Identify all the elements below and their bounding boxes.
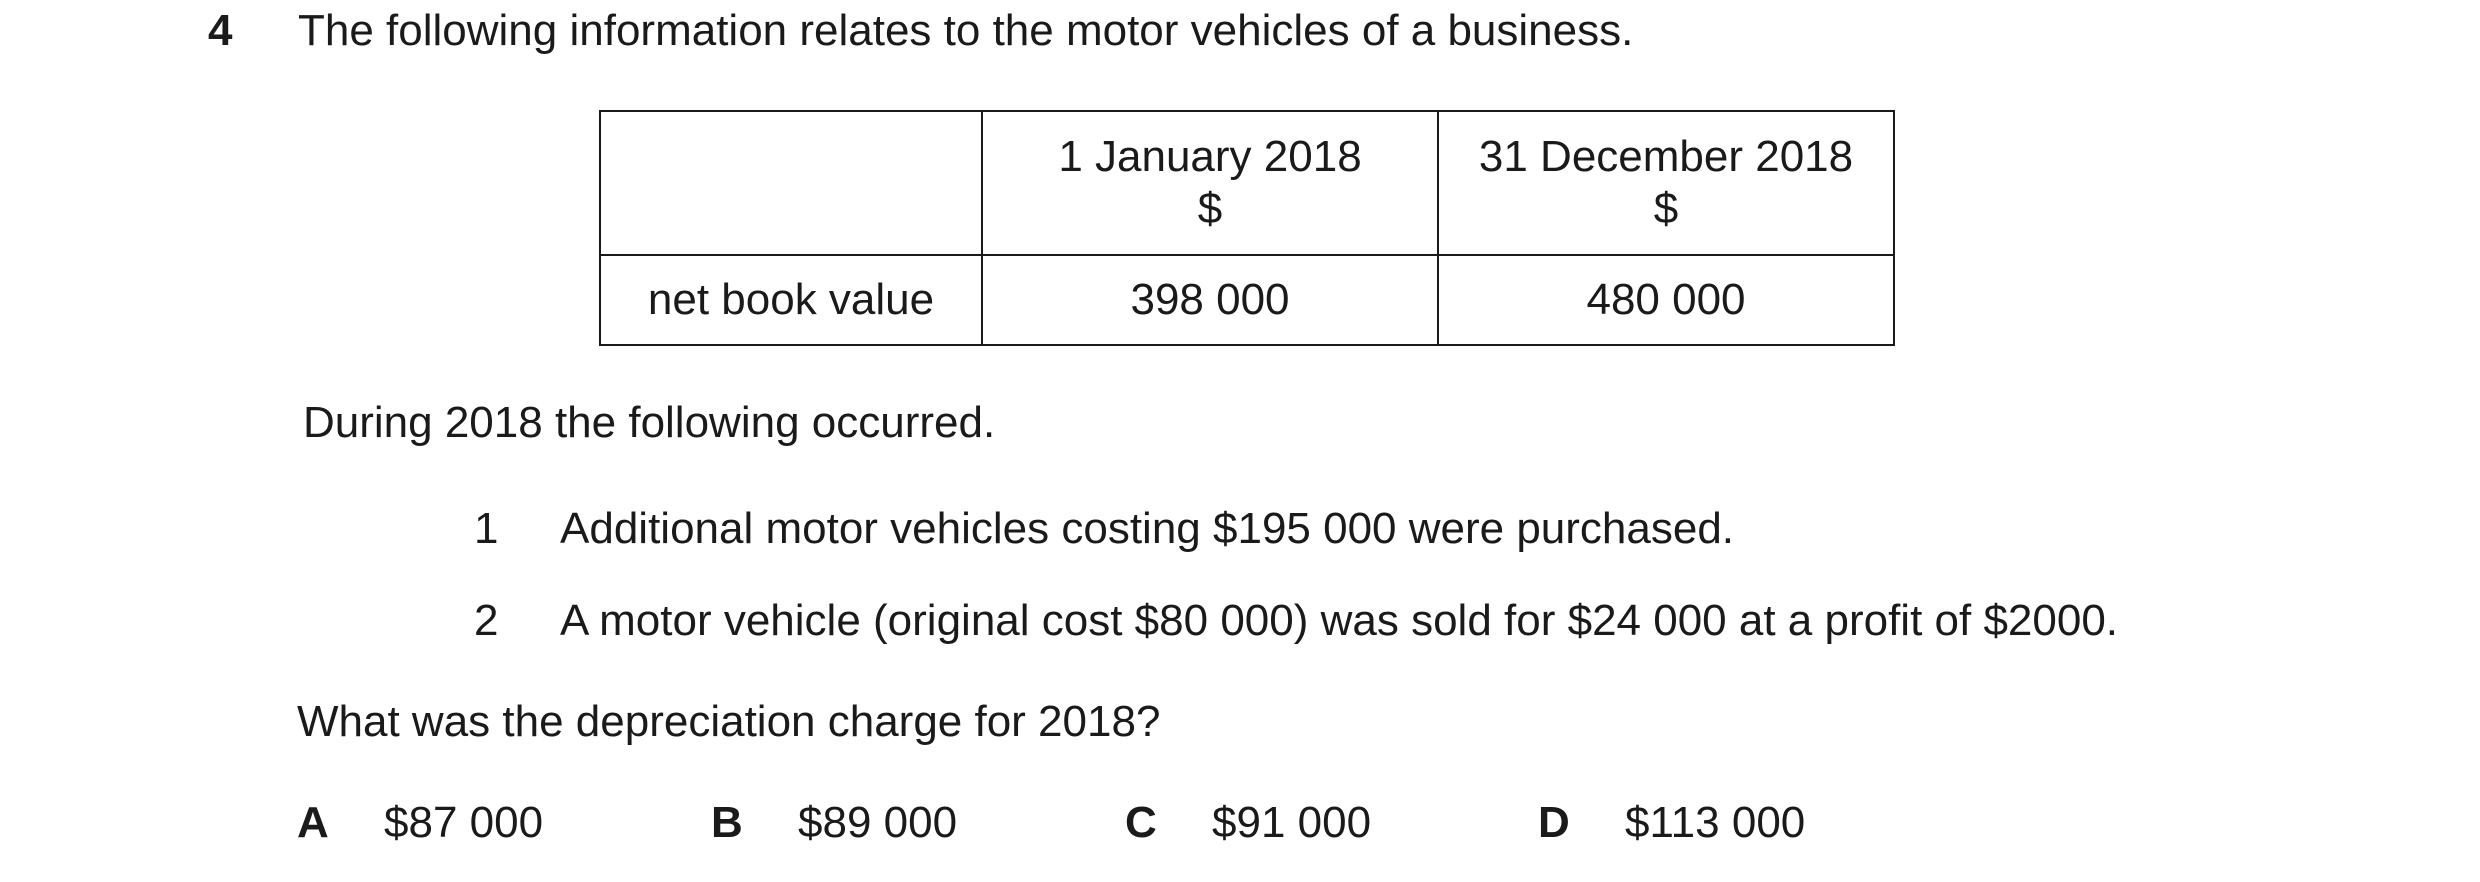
table-header-dec	[1438, 111, 1894, 255]
header-dec-date: 31 December 2018	[1478, 132, 1854, 181]
table-header-jan	[982, 111, 1438, 255]
event-number-1: 1	[474, 504, 499, 553]
question-stem: The following information relates to the motor vehicles of a business.	[298, 6, 1634, 55]
option-b-value: $89 000	[798, 798, 958, 847]
cell-jan-value: 398 000	[982, 255, 1438, 345]
header-jan-unit: $	[1197, 184, 1223, 233]
header-jan-date: 1 January 2018	[1058, 132, 1362, 181]
option-a-value: $87 000	[384, 798, 544, 847]
option-c-value: $91 000	[1212, 798, 1372, 847]
table-header-empty	[600, 111, 982, 255]
cell-dec-value: 480 000	[1438, 255, 1894, 345]
table-header-row	[600, 111, 1894, 255]
option-d-letter: D	[1538, 798, 1570, 847]
row-label: net book value	[600, 255, 982, 345]
option-b-letter: B	[711, 798, 743, 847]
event-text-1: Additional motor vehicles costing $195 000 were purchased.	[560, 504, 1735, 553]
during-text: During 2018 the following occurred.	[303, 398, 996, 447]
table-row	[600, 255, 1894, 345]
option-a-letter: A	[297, 798, 329, 847]
header-dec-unit: $	[1653, 184, 1679, 233]
event-text-2: A motor vehicle (original cost $80 000) was sold for $24 000 at a profit of $2000.	[560, 596, 2119, 645]
vehicle-info-table	[599, 110, 1895, 346]
option-c-letter: C	[1125, 798, 1157, 847]
question-number: 4	[208, 6, 233, 55]
option-d-value: $113 000	[1625, 798, 1806, 847]
event-number-2: 2	[474, 596, 499, 645]
question-prompt: What was the depreciation charge for 2018?	[297, 697, 1161, 746]
